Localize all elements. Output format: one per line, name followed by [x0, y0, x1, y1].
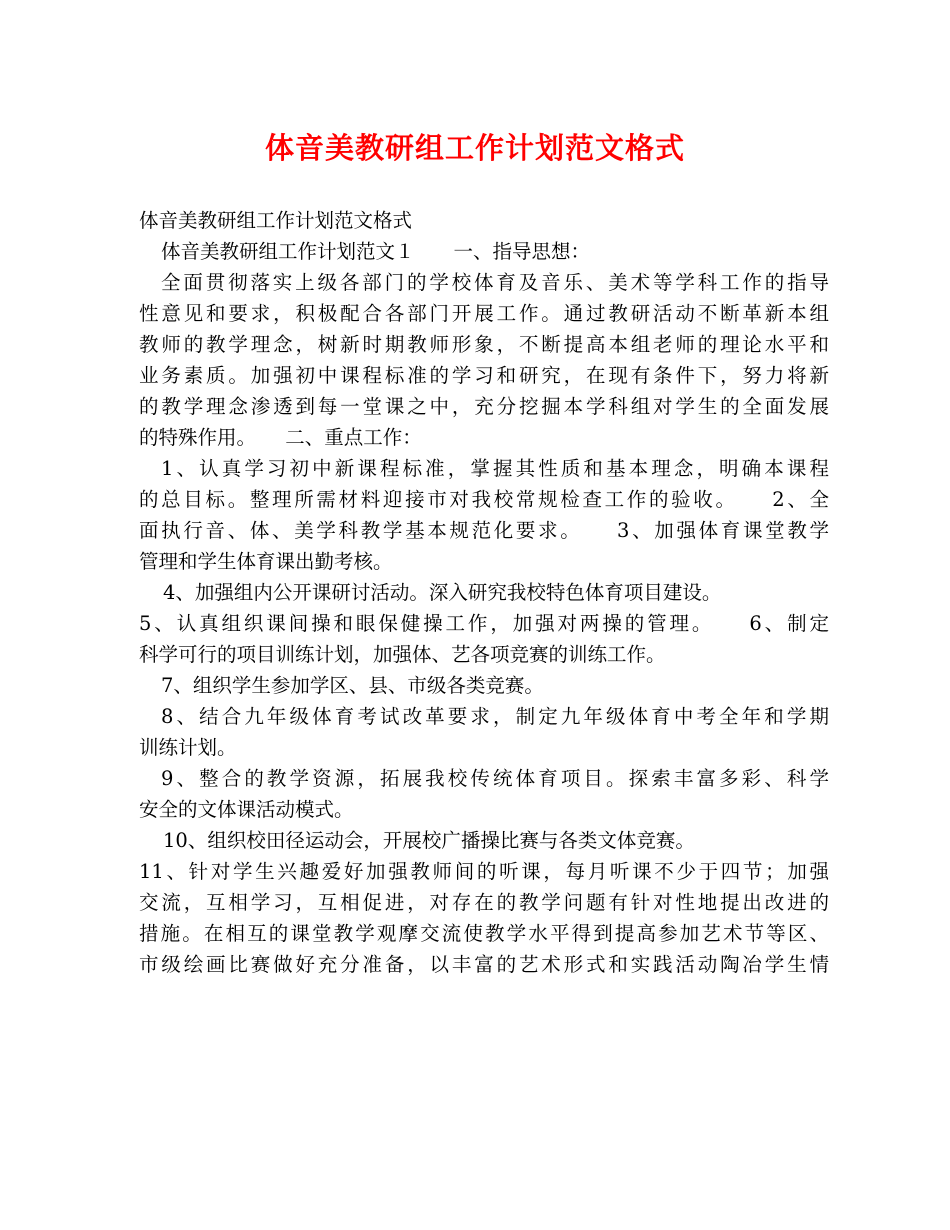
- body-line: 市级绘画比赛做好充分准备，以丰富的艺术形式和实践活动陶冶学生情: [139, 953, 829, 976]
- body-line: 的特殊作用。 二、重点工作：: [139, 426, 422, 449]
- body-line: 措施。在相互的课堂教学观摩交流使教学水平得到提高参加艺术节等区、: [139, 922, 829, 945]
- body-line: 交流，互相学习，互相促进，对存在的教学问题有针对性地提出改进的: [139, 891, 829, 914]
- body-line: 5、认真组织课间操和眼保健操工作，加强对两操的管理。 6、制定: [139, 612, 829, 635]
- document-title: 体音美教研组工作计划范文格式: [264, 131, 685, 165]
- body-line: 11、针对学生兴趣爱好加强教师间的听课，每月听课不少于四节；加强: [139, 860, 829, 883]
- body-line: 训练计划。: [139, 736, 237, 759]
- body-line: 的教学理念渗透到每一堂课之中，充分挖掘本学科组对学生的全面发展: [139, 395, 829, 418]
- body-line: 面执行音、体、美学科教学基本规范化要求。 3、加强体育课堂教学: [139, 519, 829, 542]
- body-line: 安全的文体课活动模式。: [139, 798, 354, 821]
- body-line: 10、组织校田径运动会，开展校广播操比赛与各类文体竞赛。: [163, 829, 695, 852]
- body-line: 的总目标。整理所需材料迎接市对我校常规检查工作的验收。 2、全: [139, 488, 829, 511]
- body-line: 科学可行的项目训练计划，加强体、艺各项竞赛的训练工作。: [139, 643, 666, 666]
- body-line: 体音美教研组工作计划范文１ 一、指导思想：: [161, 240, 591, 263]
- document-body: [139, 205, 829, 980]
- body-line: 9、整合的教学资源，拓展我校传统体育项目。探索丰富多彩、科学: [161, 767, 829, 790]
- body-line: 业务素质。加强初中课程标准的学习和研究，在现有条件下，努力将新: [139, 364, 829, 387]
- body-line: 教师的教学理念，树新时期教师形象，不断提高本组老师的理论水平和: [139, 333, 829, 356]
- body-line: 8、结合九年级体育考试改革要求，制定九年级体育中考全年和学期: [161, 705, 829, 728]
- body-line: 体音美教研组工作计划范文格式: [139, 209, 413, 232]
- body-line: 1、认真学习初中新课程标准，掌握其性质和基本理念，明确本课程: [161, 457, 829, 480]
- body-line: 管理和学生体育课出勤考核。: [139, 550, 393, 573]
- body-line: 性意见和要求，积极配合各部门开展工作。通过教研活动不断革新本组: [139, 302, 829, 325]
- body-line: 7、组织学生参加学区、县、市级各类竞赛。: [161, 674, 544, 697]
- body-line: 全面贯彻落实上级各部门的学校体育及音乐、美术等学科工作的指导: [161, 271, 829, 294]
- body-line: 4、加强组内公开课研讨活动。深入研究我校特色体育项目建设。: [163, 581, 722, 604]
